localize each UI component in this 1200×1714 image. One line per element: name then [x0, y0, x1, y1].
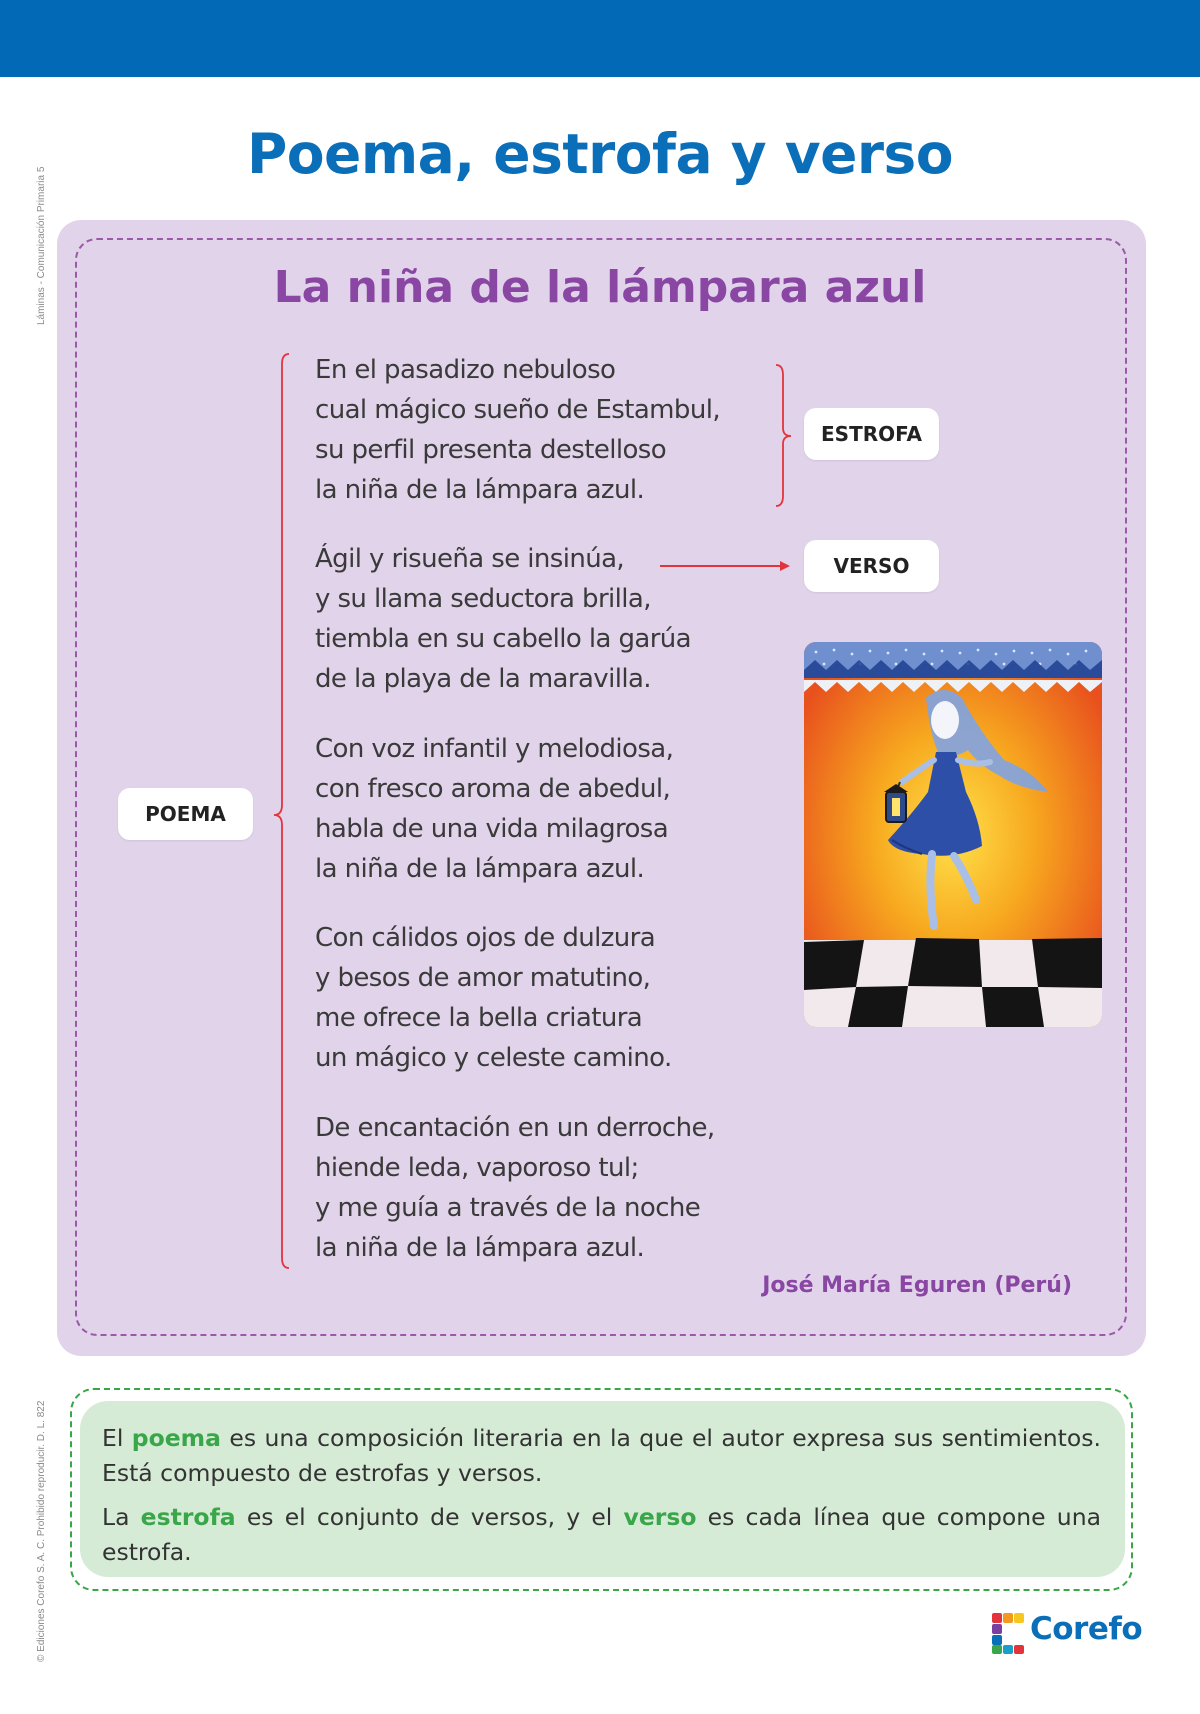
corefo-logo: [990, 1611, 1150, 1655]
side-note-copyright: © Ediciones Corefo S. A. C. Prohibido reproducir. D. L. 822: [36, 1400, 47, 1662]
poema-bracket: [274, 354, 289, 1268]
poema-label: POEMA: [118, 788, 253, 840]
verso-label: VERSO: [804, 540, 939, 592]
estrofa-label: ESTROFA: [804, 408, 939, 460]
keyword-verso: verso: [623, 1503, 697, 1531]
verse: Con cálidos ojos de dulzura: [315, 923, 656, 953]
verse: Con voz infantil y melodiosa,: [315, 734, 674, 764]
estrofa-verso-definition: La estrofa es el conjunto de versos, y el verso es cada línea que compone una estrofa.: [102, 1503, 1101, 1566]
poem-author: José María Eguren (Perú): [762, 1273, 1072, 1298]
verse: De encantación en un derroche,: [315, 1113, 715, 1143]
verse: un mágico y celeste camino.: [315, 1043, 672, 1073]
verse: la niña de la lámpara azul.: [315, 475, 645, 505]
verse: de la playa de la maravilla.: [315, 664, 651, 694]
corefo-logo-icon: [990, 1611, 1026, 1655]
page-title: Poema, estrofa y verso: [246, 122, 954, 186]
brand-name: Corefo: [1030, 1611, 1143, 1647]
estrofa-bracket: [776, 365, 791, 506]
verso-arrow-head: [780, 561, 790, 571]
keyword-poema: poema: [131, 1424, 222, 1452]
verse: hiende leda, vaporoso tul;: [315, 1153, 639, 1183]
poema-definition: El poema es una composición literaria en la que el autor expresa sus sentimientos. Está compuesto de estrofas y versos.: [102, 1424, 1101, 1487]
definition-box: [80, 1401, 1125, 1577]
verse: Ágil y risueña se insinúa,: [315, 544, 625, 574]
keyword-estrofa: estrofa: [140, 1503, 236, 1531]
verse: y me guía a través de la noche: [315, 1193, 701, 1223]
verse: cual mágico sueño de Estambul,: [315, 395, 720, 425]
verse: tiembla en su cabello la garúa: [315, 624, 691, 654]
poem-title: La niña de la lámpara azul: [273, 262, 927, 313]
poem-illustration: [804, 642, 1102, 1027]
verse: la niña de la lámpara azul.: [315, 1233, 645, 1263]
verse: la niña de la lámpara azul.: [315, 854, 645, 884]
verse: su perfil presenta destelloso: [315, 435, 667, 465]
verse: me ofrece la bella criatura: [315, 1003, 643, 1033]
verse: con fresco aroma de abedul,: [315, 774, 671, 804]
verse: En el pasadizo nebuloso: [315, 355, 616, 385]
side-note-top: Láminas - Comunicación Primaria 5: [36, 166, 47, 325]
verse: y su llama seductora brilla,: [315, 584, 651, 614]
verse: habla de una vida milagrosa: [315, 814, 669, 844]
verse: y besos de amor matutino,: [315, 963, 651, 993]
